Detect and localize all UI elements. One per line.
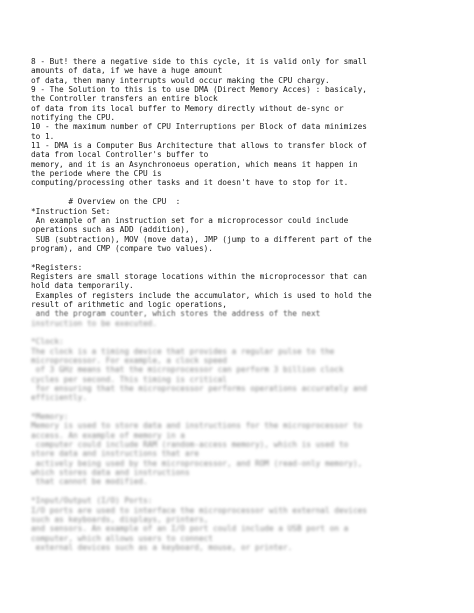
text-line: microprocessor. For example, a clock speed [31, 356, 227, 365]
text-line: program), and CMP (compare two values). [31, 243, 213, 253]
text-line: instruction to be executed. [31, 318, 157, 328]
text-line: I/O ports are used to interface the microprocessor with external devices [31, 505, 367, 515]
text-line: SUB (subtraction), MOV (move data), JMP (jump to a different part of the [31, 234, 372, 244]
text-line: *Instruction Set: [31, 206, 111, 216]
text-line: computing/processing other tasks and it doesn't have to stop for it. [31, 178, 349, 188]
document-page [31, 57, 459, 552]
text-line: for ensuring that the microprocessor performs operations accurately and [31, 384, 367, 394]
text-line: of data from its local buffer to Memory directly without de-sync or [31, 103, 344, 113]
text-line: such as keyboards, displays, printers, [31, 514, 209, 524]
text-line: *Memory: [31, 412, 69, 422]
text-line: An example of an instruction set for a microprocessor could include [31, 215, 349, 225]
text-line: computer, which allows users to connect [31, 533, 213, 543]
partially-blurred-line: and the program counter, which stores the address of the next [31, 309, 321, 319]
text-line: actively being used by the microprocessor, and ROM (read-only memory), [31, 458, 363, 468]
text-line: and sensors. An example of an I/O port could include a USB port on a [31, 524, 349, 534]
text-line [31, 328, 459, 337]
text-line: notifying the CPU. [31, 113, 115, 123]
text-line: the periode where the CPU is [31, 169, 162, 179]
text-line: 9 - The Solution to this is to use DMA (Direct Memory Acces) : basicaly, [31, 85, 367, 95]
text-line: that cannot be modified. [31, 477, 148, 487]
text-line: Memory is used to store data and instructions for the microprocessor to [31, 421, 363, 431]
text-line: computer could include RAM (random-access memory), which is used to [31, 440, 349, 450]
text-line: result of arithmetic and logic operations, [31, 299, 227, 309]
text-line [31, 403, 459, 412]
visible-text-block [31, 57, 459, 309]
text-line: *Clock: [31, 337, 64, 347]
text-line: *Registers: [31, 262, 83, 272]
text-line: the Controller transfers an entire block [31, 94, 218, 104]
text-line: data from local Controller's buffer to [31, 150, 209, 160]
text-line: memory, and it is an Asynchronoeus operation, which means it happen in [31, 159, 358, 169]
text-line: access. An example of memory in a [31, 430, 185, 440]
text-line: hold data temporarily. [31, 281, 134, 291]
text-line: cycles per second. This timing is critical [31, 374, 227, 384]
text-line: store data and instructions that are [31, 449, 199, 459]
text-line: amounts of data, if we have a huge amount [31, 66, 223, 76]
text-line: external devices such as a keyboard, mouse, or printer. [31, 542, 293, 552]
text-line: *Input/Output (I/O) Ports: [31, 496, 153, 506]
text-line: Registers are small storage locations within the microprocessor that can [31, 271, 367, 281]
blurred-text-block [31, 319, 459, 553]
text-line [31, 487, 459, 496]
text-line: 11 - DMA is a Computer Bus Architecture that allows to transfer block of [31, 141, 367, 151]
text-line: which stores data and instructions [31, 468, 190, 478]
text-line: of 3 GHz means that the microprocessor can perform 3 billion clock [31, 365, 344, 375]
text-line: operations such as ADD (addition), [31, 225, 190, 235]
text-line [31, 188, 459, 197]
text-line: Examples of registers include the accumulator, which is used to hold the [31, 290, 372, 300]
text-line: 10 - the maximum number of CPU Interruptions per Block of data minimizes [31, 122, 367, 132]
text-line: of data, then many interrupts would occur making the CPU chargy. [31, 75, 330, 85]
text-line: efficiently. [31, 393, 87, 403]
text-line: 8 - But! there a negative side to this cycle, it is valid only for small [31, 57, 367, 66]
text-line: to 1. [31, 131, 55, 141]
text-line: The clock is a timing device that provides a regular pulse to the [31, 346, 335, 356]
text-line [31, 253, 459, 262]
text-line: # Overview on the CPU : [31, 197, 181, 207]
